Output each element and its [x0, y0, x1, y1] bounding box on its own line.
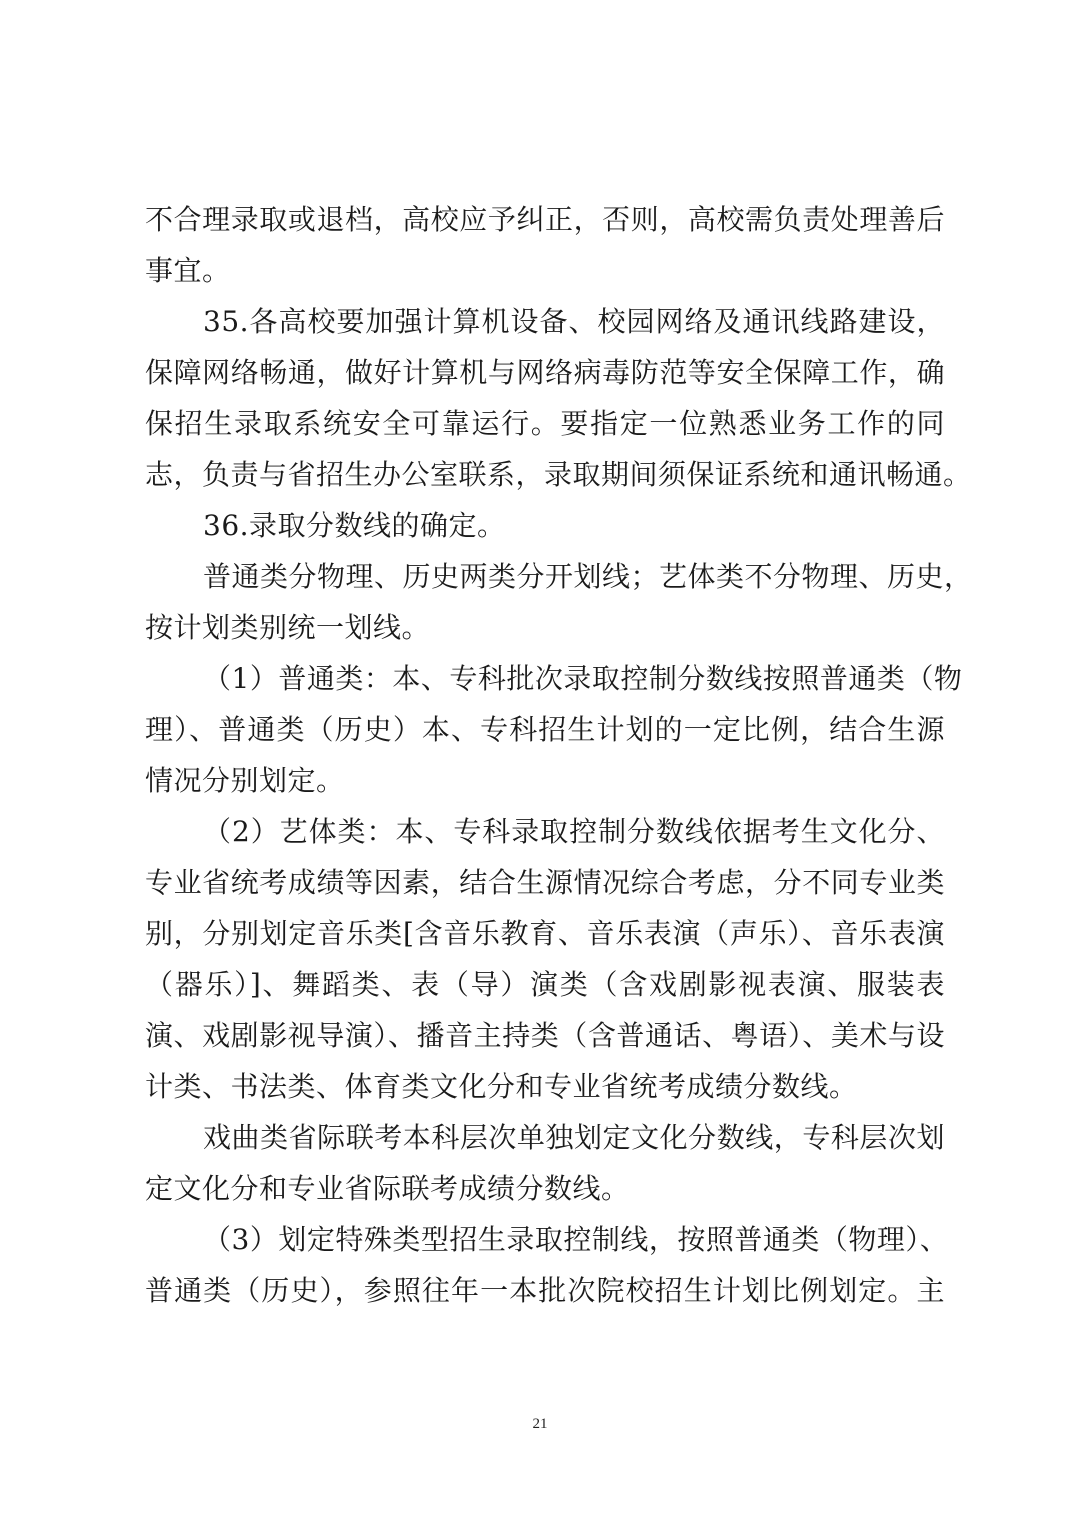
text-line: 事宜。 — [145, 254, 231, 287]
text-line: 按计划类别统一划线。 — [145, 611, 431, 644]
text-line: （1）普通类：本、专科批次录取控制分数线按照普通类（物 — [203, 662, 963, 695]
text-line: 保招生录取系统安全可靠运行。要指定一位熟悉业务工作的同 — [145, 407, 945, 440]
text-line: 保障网络畅通，做好计算机与网络病毒防范等安全保障工作，确 — [145, 356, 945, 389]
text-line: 志，负责与省招生办公室联系，录取期间须保证系统和通讯畅通。 — [145, 458, 972, 491]
text-line: 35.各高校要加强计算机设备、校园网络及通讯线路建设， — [203, 305, 945, 338]
text-line: 普通类分物理、历史两类分开划线；艺体类不分物理、历史， — [203, 560, 973, 593]
text-line: 36.录取分数线的确定。 — [203, 509, 506, 542]
body-text — [145, 194, 973, 1316]
page-number: 21 — [532, 1416, 548, 1432]
text-line: 定文化分和专业省际联考成绩分数线。 — [145, 1172, 630, 1205]
text-line: 普通类（历史），参照往年一本批次院校招生计划比例划定。主 — [145, 1274, 945, 1307]
text-line: （3）划定特殊类型招生录取控制线，按照普通类（物理）、 — [203, 1223, 949, 1256]
text-line: 计类、书法类、体育类文化分和专业省统考成绩分数线。 — [145, 1070, 858, 1103]
text-line: （2）艺体类：本、专科录取控制分数线依据考生文化分、 — [203, 815, 945, 848]
text-line: 理）、普通类（历史）本、专科招生计划的一定比例，结合生源 — [145, 713, 945, 746]
text-line: 不合理录取或退档，高校应予纠正，否则，高校需负责处理善后 — [145, 203, 945, 236]
text-line: 别，分别划定音乐类[含音乐教育、音乐表演（声乐）、音乐表演 — [145, 917, 945, 950]
text-line: 情况分别划定。 — [145, 764, 345, 797]
text-line: 戏曲类省际联考本科层次单独划定文化分数线，专科层次划 — [203, 1121, 945, 1154]
text-line: 专业省统考成绩等因素，结合生源情况综合考虑，分不同专业类 — [145, 866, 945, 899]
text-line: （器乐）]、舞蹈类、表（导）演类（含戏剧影视表演、服装表 — [145, 968, 945, 1001]
text-line: 演、戏剧影视导演）、播音主持类（含普通话、粤语）、美术与设 — [145, 1019, 945, 1052]
